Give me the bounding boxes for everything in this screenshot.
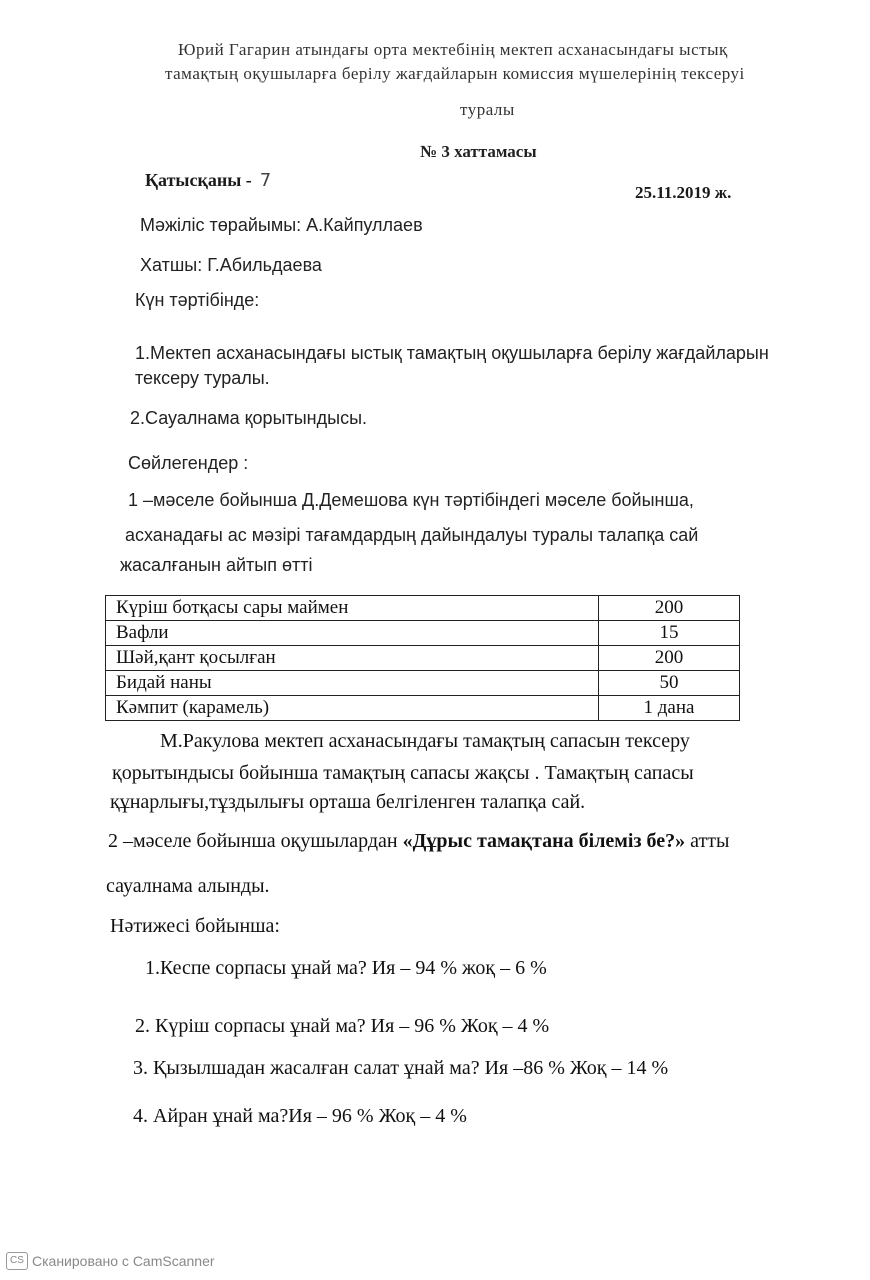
survey-intro-line-1 xyxy=(108,830,729,853)
scanner-watermark xyxy=(6,1252,215,1270)
speakers-heading: Сөйлегендер : xyxy=(128,453,249,473)
header-line-1: Юрий Гагарин атындағы орта мектебінің мектеп асханасындағы ыстық xyxy=(178,40,728,59)
secretary: Хатшы: Г.Абильдаева xyxy=(140,255,322,275)
camscanner-logo-icon: CS xyxy=(6,1252,28,1270)
table-row xyxy=(106,696,740,721)
protocol-number: № 3 хаттамасы xyxy=(420,142,537,161)
header-line-3: туралы xyxy=(460,100,515,119)
speaker-1-line-2: асханадағы ас мәзірі тағамдардың дайындалуы туралы талапқа сай xyxy=(125,525,699,545)
speaker-1-line-1: 1 –мәселе бойынша Д.Демешова күн тәртібіндегі мәселе бойынша, xyxy=(128,490,694,510)
table-row xyxy=(106,596,740,621)
table-row xyxy=(106,646,740,671)
header-line-2: тамақтың оқушыларға берілу жағдайларын комиссия мүшелерінің тексеруі xyxy=(165,64,745,83)
speaker-1-line-3: жасалғанын айтып өтті xyxy=(120,555,313,575)
agenda-item-2: 2.Сауалнама қорытындысы. xyxy=(130,408,368,428)
menu-item-qty: 200 xyxy=(599,596,740,621)
table-row xyxy=(106,621,740,646)
participants xyxy=(145,170,271,191)
menu-item-name: Бидай наны xyxy=(106,671,599,696)
menu-item-name: Вафли xyxy=(106,621,599,646)
survey-intro-line-2: сауалнама алынды. xyxy=(106,875,270,897)
agenda-item-1-line-1: 1.Мектеп асханасындағы ыстық тамақтың оқушыларға берілу жағдайларын xyxy=(135,343,769,363)
agenda-heading: Күн тәртібінде: xyxy=(135,290,260,310)
chairperson: Мәжіліс төрайымы: А.Кайпуллаев xyxy=(140,215,423,235)
survey-result-4: 4. Айран ұнай ма?Ия – 96 % Жоқ – 4 % xyxy=(133,1105,467,1127)
menu-item-qty: 50 xyxy=(599,671,740,696)
participants-label: Қатысқаны - xyxy=(145,170,252,190)
report-line-1: М.Ракулова мектеп асханасындағы тамақтың сапасын тексеру xyxy=(160,730,690,752)
menu-item-qty: 15 xyxy=(599,621,740,646)
report-line-2: қорытындысы бойынша тамақтың сапасы жақсы . Тамақтың сапасы xyxy=(112,762,694,784)
document-date: 25.11.2019 ж. xyxy=(635,183,732,202)
watermark-text: Сканировано с CamScanner xyxy=(32,1253,215,1269)
table-row xyxy=(106,671,740,696)
survey-result-1: 1.Кеспе сорпасы ұнай ма? Ия – 94 % жоқ – 6 % xyxy=(145,957,547,979)
survey-result-3: 3. Қызылшадан жасалған салат ұнай ма? Ия –86 % Жоқ – 14 % xyxy=(133,1057,669,1079)
survey-title: «Дұрыс тамақтана білеміз бе?» xyxy=(402,830,686,852)
results-heading: Нәтижесі бойынша: xyxy=(110,915,280,937)
agenda-item-1-line-2: тексеру туралы. xyxy=(135,368,270,388)
menu-item-qty: 1 дана xyxy=(599,696,740,721)
participants-count: 7 xyxy=(259,170,272,191)
menu-item-name: Кәмпит (карамель) xyxy=(106,696,599,721)
menu-item-name: Шәй,қант қосылған xyxy=(106,646,599,671)
menu-table xyxy=(105,595,740,721)
menu-item-name: Күріш ботқасы сары маймен xyxy=(106,596,599,621)
survey-intro-prefix: 2 –мәселе бойынша оқушылардан xyxy=(108,830,403,852)
survey-result-2: 2. Күріш сорпасы ұнай ма? Ия – 96 % Жоқ – 4 % xyxy=(135,1015,550,1037)
survey-intro-suffix: атты xyxy=(685,830,730,852)
report-line-3: құнарлығы,тұздылығы орташа белгіленген талапқа сай. xyxy=(110,791,586,813)
menu-item-qty: 200 xyxy=(599,646,740,671)
